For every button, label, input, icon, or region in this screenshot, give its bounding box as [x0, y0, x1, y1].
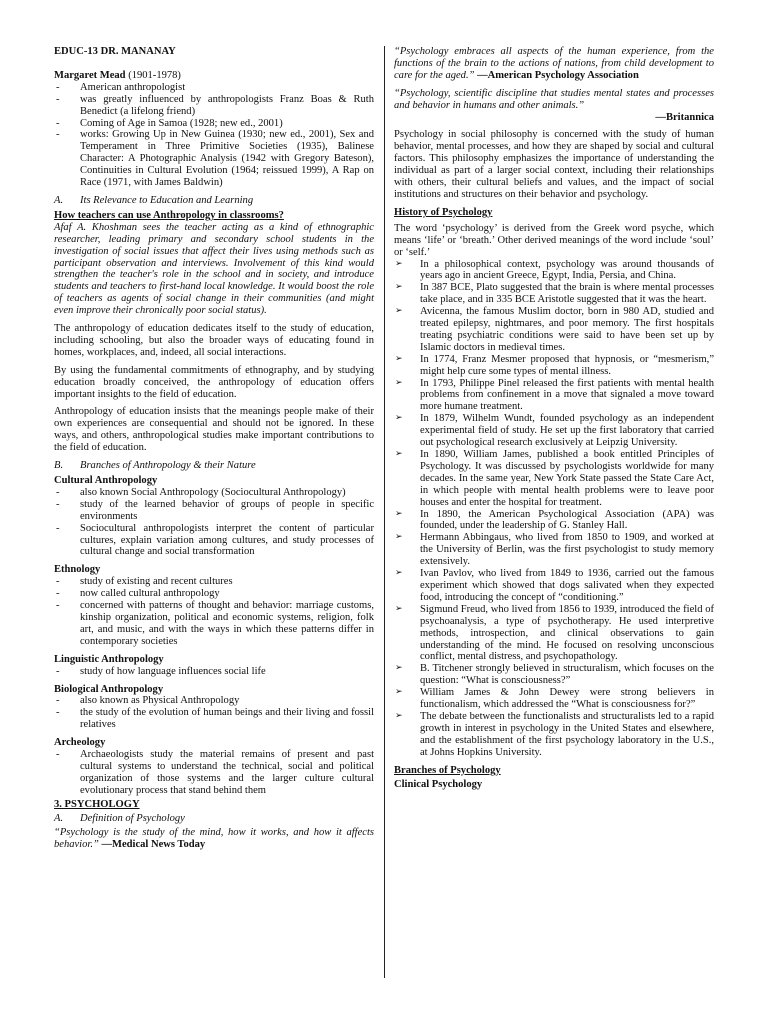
branches-heading: Branches of Psychology — [394, 764, 501, 776]
list-item: - also known as Physical Anthropology — [54, 695, 374, 707]
arrow-bullet-icon: ➢ — [395, 306, 403, 317]
list-item: - Archaeologists study the material remains of present and past cultural systems to understand the technical, social and political organization of those systems and the larger culture cultural evolutionary process that stand behind them — [54, 749, 374, 797]
section-title: Branches of Anthropology & their Nature — [80, 460, 256, 472]
list-item: ➢ Ivan Pavlov, who lived from 1849 to 1936, carried out the famous experiment which showed that dogs salivated when they expected food, introducing the concept of “conditioning.” — [395, 568, 714, 603]
mead-list — [54, 82, 374, 189]
history-heading: History of Psychology — [394, 206, 493, 218]
list-item: - concerned with patterns of thought and behavior: marriage customs, kinship organization, political and economic systems, religion, folk art, and music, and with the ways in which these patterns differ in contemporary societies — [54, 600, 374, 648]
list-item: ➢ In 1879, Wilhelm Wundt, founded psychology as an independent experimental field of study. He set up the first laboratory that carried out psychological research exclusively at Leipzig University. — [395, 413, 714, 449]
mead-name: Margaret Mead — [54, 69, 126, 81]
arrow-bullet-icon: ➢ — [395, 710, 403, 721]
branch-list — [54, 695, 374, 731]
social-philosophy-paragraph: Psychology in social philosophy is concerned with the study of human behavior, mental processes, and how they are shaped by social and cultural factors. This philosophy emphasizes the importance of understanding the individual as part of a larger social context, including their relationships with others, their cultural beliefs and values, and the impact of social institutions and structures on their behavior and psychology. — [394, 129, 714, 200]
definition-quote — [54, 827, 374, 851]
section-b-heading — [54, 460, 374, 472]
branch-title: Ethnology — [54, 564, 101, 576]
how-teachers-heading: How teachers can use Anthropology in classrooms? — [54, 209, 284, 221]
list-item: ➢ In 1774, Franz Mesmer proposed that hypnosis, or “mesmerism,” might help cure some types of mental illness. — [395, 353, 714, 377]
clinical-heading: Clinical Psychology — [394, 779, 483, 791]
list-item: - Coming of Age in Samoa (1928; new ed., 2001) — [54, 118, 374, 130]
arrow-bullet-icon: ➢ — [395, 377, 403, 388]
definition-heading — [54, 813, 374, 825]
branch-title: Biological Anthropology — [54, 683, 164, 695]
quote-source: —Medical News Today — [98, 839, 206, 851]
branch-title: Cultural Anthropology — [54, 475, 158, 486]
list-item: ➢ B. Titchener strongly believed in structuralism, which focuses on the question: “What is consciousness?” — [395, 663, 714, 687]
paragraph: The anthropology of education dedicates itself to the study of education, including schooling, but also the broader ways of educating found in homes, workplaces, and, indeed, all social interactions. — [54, 323, 374, 358]
quote-source: —American Psychology Association — [474, 69, 639, 81]
branch-title: Linguistic Anthropology — [54, 653, 164, 665]
arrow-bullet-icon: ➢ — [395, 687, 403, 698]
list-item: ➢ In 1793, Philippe Pinel released the first patients with mental health problems from confinement in a move that signaled a move toward more humane treatment. — [395, 377, 714, 413]
list-item: - the study of the evolution of human beings and their living and fossil relatives — [54, 707, 374, 731]
paragraph: Anthropology of education insists that the meanings people make of their own experiences are consequential and should not be ignored. In these ways, and others, anthropological studies make important contributions to the field of education. — [54, 406, 374, 454]
history-intro: The word ‘psychology’ is derived from the Greek word psyche, which means ‘life’ or ‘breath.’ Other derived meanings of the word include ‘soul’ or ‘self.’ — [394, 222, 714, 258]
section-letter: A. — [54, 812, 64, 824]
section-letter: A. — [54, 194, 64, 206]
psychology-heading: 3. PSYCHOLOGY — [54, 798, 140, 810]
section-a-heading — [54, 195, 374, 207]
mead-heading — [54, 70, 374, 82]
arrow-bullet-icon: ➢ — [395, 449, 403, 459]
list-item: - also known Social Anthropology (Sociocultural Anthropology) — [54, 487, 374, 499]
quote-text: “Psychology, scientific discipline that studies mental states and processes and behavior in humans and other animals.” — [394, 87, 714, 111]
list-item: - study of how language influences social life — [54, 666, 374, 678]
list-item: - now called cultural anthropology — [54, 588, 374, 600]
right-column — [394, 46, 714, 791]
arrow-bullet-icon: ➢ — [395, 603, 403, 614]
arrow-bullet-icon: ➢ — [395, 413, 403, 424]
list-item: ➢ Hermann Abbingaus, who lived from 1850 to 1909, and worked at the University of Berlin, was the first psychologist to study memory extensively. — [395, 532, 714, 568]
section-title: Its Relevance to Education and Learning — [80, 194, 254, 206]
list-item: ➢ William James & John Dewey were strong believers in functionalism, which addressed the “What is consciousness for?” — [395, 687, 714, 711]
list-item: - study of the learned behavior of groups of people in specific environments — [54, 499, 374, 523]
paragraph: By using the fundamental commitments of ethnography, and by studying education broadly conceived, the anthropology of education offers important insights to the field of education. — [54, 364, 374, 400]
arrow-bullet-icon: ➢ — [395, 282, 403, 293]
section-letter: B. — [54, 460, 64, 472]
list-item: ➢ In 1890, the American Psychological Association (APA) was founded, under the leadership of G. Stanley Hall. — [395, 508, 714, 532]
branch-title: Archeology — [54, 737, 106, 749]
arrow-bullet-icon: ➢ — [395, 508, 403, 519]
list-item: - American anthropologist — [54, 82, 374, 94]
definition-quote — [394, 46, 714, 82]
history-list — [394, 259, 714, 759]
arrow-bullet-icon: ➢ — [395, 353, 403, 364]
left-column — [54, 46, 374, 857]
list-item: ➢ The debate between the functionalists and structuralists led to a rapid growth in interest in psychology in the United States and elsewhere, and the establishment of the first psychology laboratory in the U.S., at Johns Hopkins University. — [395, 710, 714, 758]
list-item: ➢ In 387 BCE, Plato suggested that the brain is where mental processes take place, and in 335 BCE Aristotle suggested that it was the heart. — [395, 282, 714, 306]
branch-list — [54, 487, 374, 558]
arrow-bullet-icon: ➢ — [395, 532, 403, 543]
document-header: EDUC-13 DR. MANANAY — [54, 46, 176, 57]
arrow-bullet-icon: ➢ — [395, 258, 403, 269]
branch-list — [54, 749, 374, 797]
quote-source: —Britannica — [655, 111, 714, 123]
list-item: - was greatly influenced by anthropologists Franz Boas & Ruth Benedict (a lifelong friend) — [54, 94, 374, 118]
list-item: ➢ Sigmund Freud, who lived from 1856 to 1939, introduced the field of psychoanalysis, a type of psychotherapy. He used interpretive methods, introspection, and clinical observations to gain understanding of the mind. He focused on resolving unconscious conflict, mental distress, and psychopathology. — [395, 603, 714, 663]
khoshman-quote: Afaf A. Khoshman sees the teacher acting as a kind of ethnographic researcher, leading primary and secondary school students in the investigation of social issues that affect their lives using methods such as participant observation and interviews. Involvement of this kind would strengthen the teacher's role in the school and in society, and introduce students and teachers to first-hand local knowledge. It would boost the role of teachers as agents of social change in their communities (and might even improve their chronically poor social status). — [54, 221, 374, 317]
branch-list — [54, 576, 374, 647]
mead-years: (1901-1978) — [125, 69, 181, 81]
list-item: - works: Growing Up in New Guinea (1930; new ed., 2001), Sex and Temperament in Three Primitive Societies (1935), Balinese Character: A Photographic Analysis (1942 with Gregory Bateson), Continuities in Cultural Evolution (1964; reissued 1999), A Rap on Race (1971, with James Baldwin) — [54, 129, 374, 189]
list-item: - study of existing and recent cultures — [54, 576, 374, 588]
list-item: ➢ Avicenna, the famous Muslim doctor, born in 980 AD, studied and treated epilepsy, nightmares, and poor memory. The first hospitals treating psychiatric conditions were said to have been set up by Islamic doctors in medieval times. — [395, 306, 714, 353]
quote-text: “Psychology embraces all aspects of the human experience, from the functions of the brain to the actions of nations, from child development to care for the aged.” — [394, 46, 714, 81]
column-divider — [384, 46, 385, 978]
section-title: Definition of Psychology — [80, 812, 185, 824]
branch-list — [54, 666, 374, 678]
arrow-bullet-icon: ➢ — [395, 568, 403, 579]
arrow-bullet-icon: ➢ — [395, 663, 403, 674]
list-item: ➢ In a philosophical context, psychology was around thousands of years ago in ancient Greece, Egypt, India, Persia, and China. — [395, 258, 714, 282]
list-item: ➢ In 1890, William James, published a book entitled Principles of Psychology. It was discussed by psychologists worldwide for many decades. In the same year, New York State passed the State Care Act, in which people with mental health problems were to leave poor houses and enter the hospital for treatment. — [395, 449, 714, 508]
list-item: - Sociocultural anthropologists interpret the content of particular cultures, explain variation among cultures, and study processes of cultural change and social transformation — [54, 523, 374, 559]
quote-text: “Psychology is the study of the mind, how it works, and how it affects behavior.” — [54, 827, 374, 851]
